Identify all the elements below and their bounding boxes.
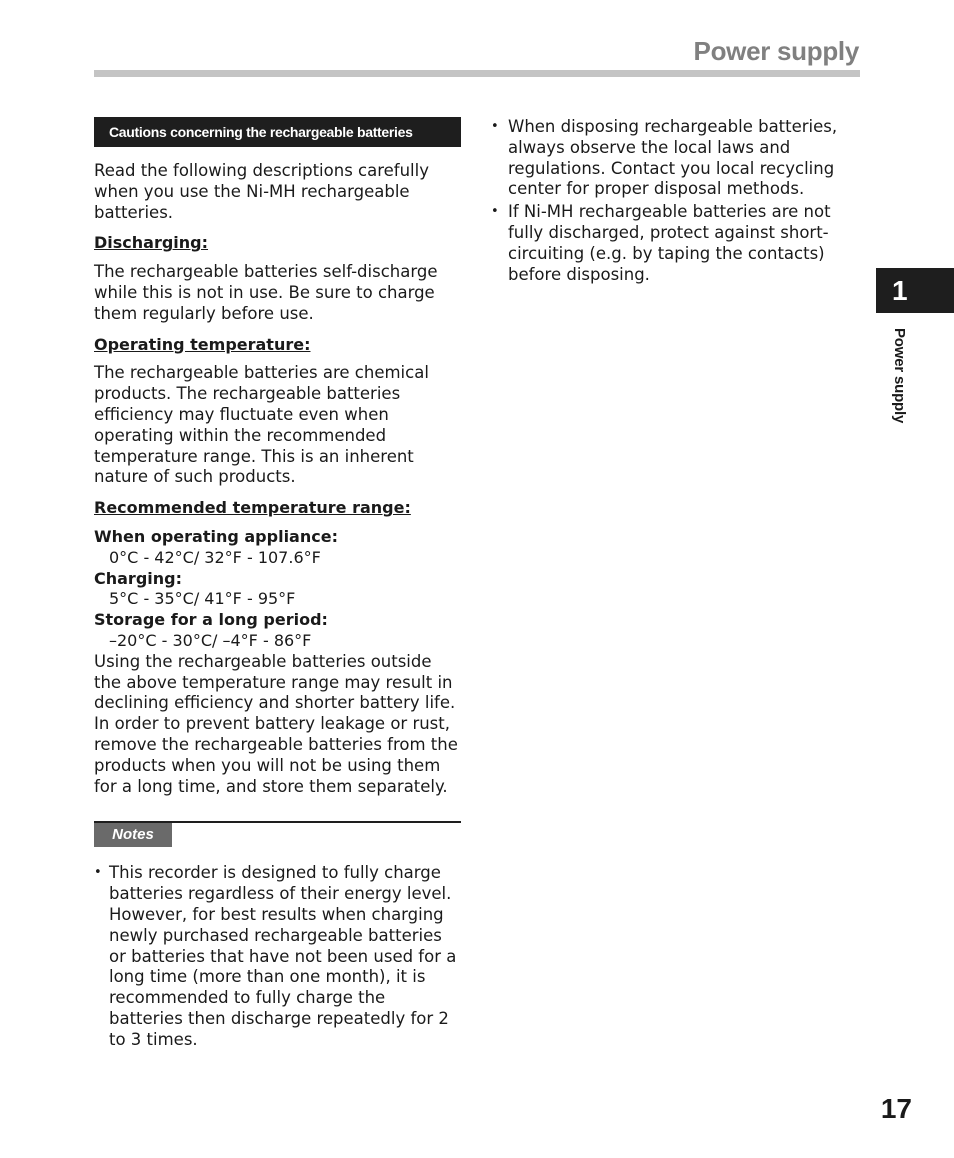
disposal-list <box>491 117 851 285</box>
temp-value: 5°C - 35°C/ 41°F - 95°F <box>109 589 296 609</box>
recommended-range-text: Using the rechargeable batteries outside the above temperature range may result in declining efficiency and shorter battery life. In order to prevent battery leakage or rust, remove the rechargeable batteries from the products when you will not be using them for a long time, and store them separately. <box>94 651 458 796</box>
notes-label: Notes <box>94 823 172 847</box>
temp-value: –20°C - 30°C/ –4°F - 86°F <box>109 630 312 650</box>
temp-value: 0°C - 42°C/ 32°F - 107.6°F <box>109 547 321 567</box>
temp-label: Charging: <box>94 568 182 588</box>
list-item: • If Ni-MH rechargeable batteries are not fully discharged, protect against short-circuiting (e.g. by taping the contacts) before disposing. <box>491 202 851 285</box>
header-rule <box>94 70 860 77</box>
chapter-side-label: Power supply <box>891 328 908 424</box>
recommended-range-heading: Recommended temperature range: <box>94 498 411 518</box>
discharging-text: The rechargeable batteries self-discharge while this is not in use. Be sure to charge them regularly before use. <box>94 262 438 323</box>
operating-temperature-text: The rechargeable batteries are chemical products. The rechargeable batteries efficiency may fluctuate even when operating within the recommended temperature range. This is an inherent nature of such products. <box>94 363 429 487</box>
temp-label: Storage for a long period: <box>94 610 328 630</box>
intro-paragraph: Read the following descriptions carefully when you use the Ni-MH rechargeable batteries. <box>94 161 429 222</box>
page-title: Power supply <box>693 36 859 66</box>
notes-box <box>94 821 461 849</box>
section-banner: Cautions concerning the rechargeable batteries <box>94 117 461 147</box>
page-number: 17 <box>880 1093 912 1124</box>
operating-temperature-heading: Operating temperature: <box>94 334 311 354</box>
chapter-tab: 1 <box>876 268 954 313</box>
list-item: • When disposing rechargeable batteries, always observe the local laws and regulations. Contact you local recycling center for proper disposal methods. <box>491 117 851 200</box>
temp-label: When operating appliance: <box>94 526 338 546</box>
left-column <box>94 117 461 1052</box>
list-item: • This recorder is designed to fully charge batteries regardless of their energy level. However, for best results when charging newly purchased rechargeable batteries or batteries that have not been used for a long time (more than one month), it is recommended to fully charge the batteries then discharge repeatedly for 2 to 3 times. <box>94 863 461 1050</box>
discharging-heading: Discharging: <box>94 233 209 253</box>
right-column <box>491 117 851 287</box>
notes-list <box>94 863 461 1050</box>
